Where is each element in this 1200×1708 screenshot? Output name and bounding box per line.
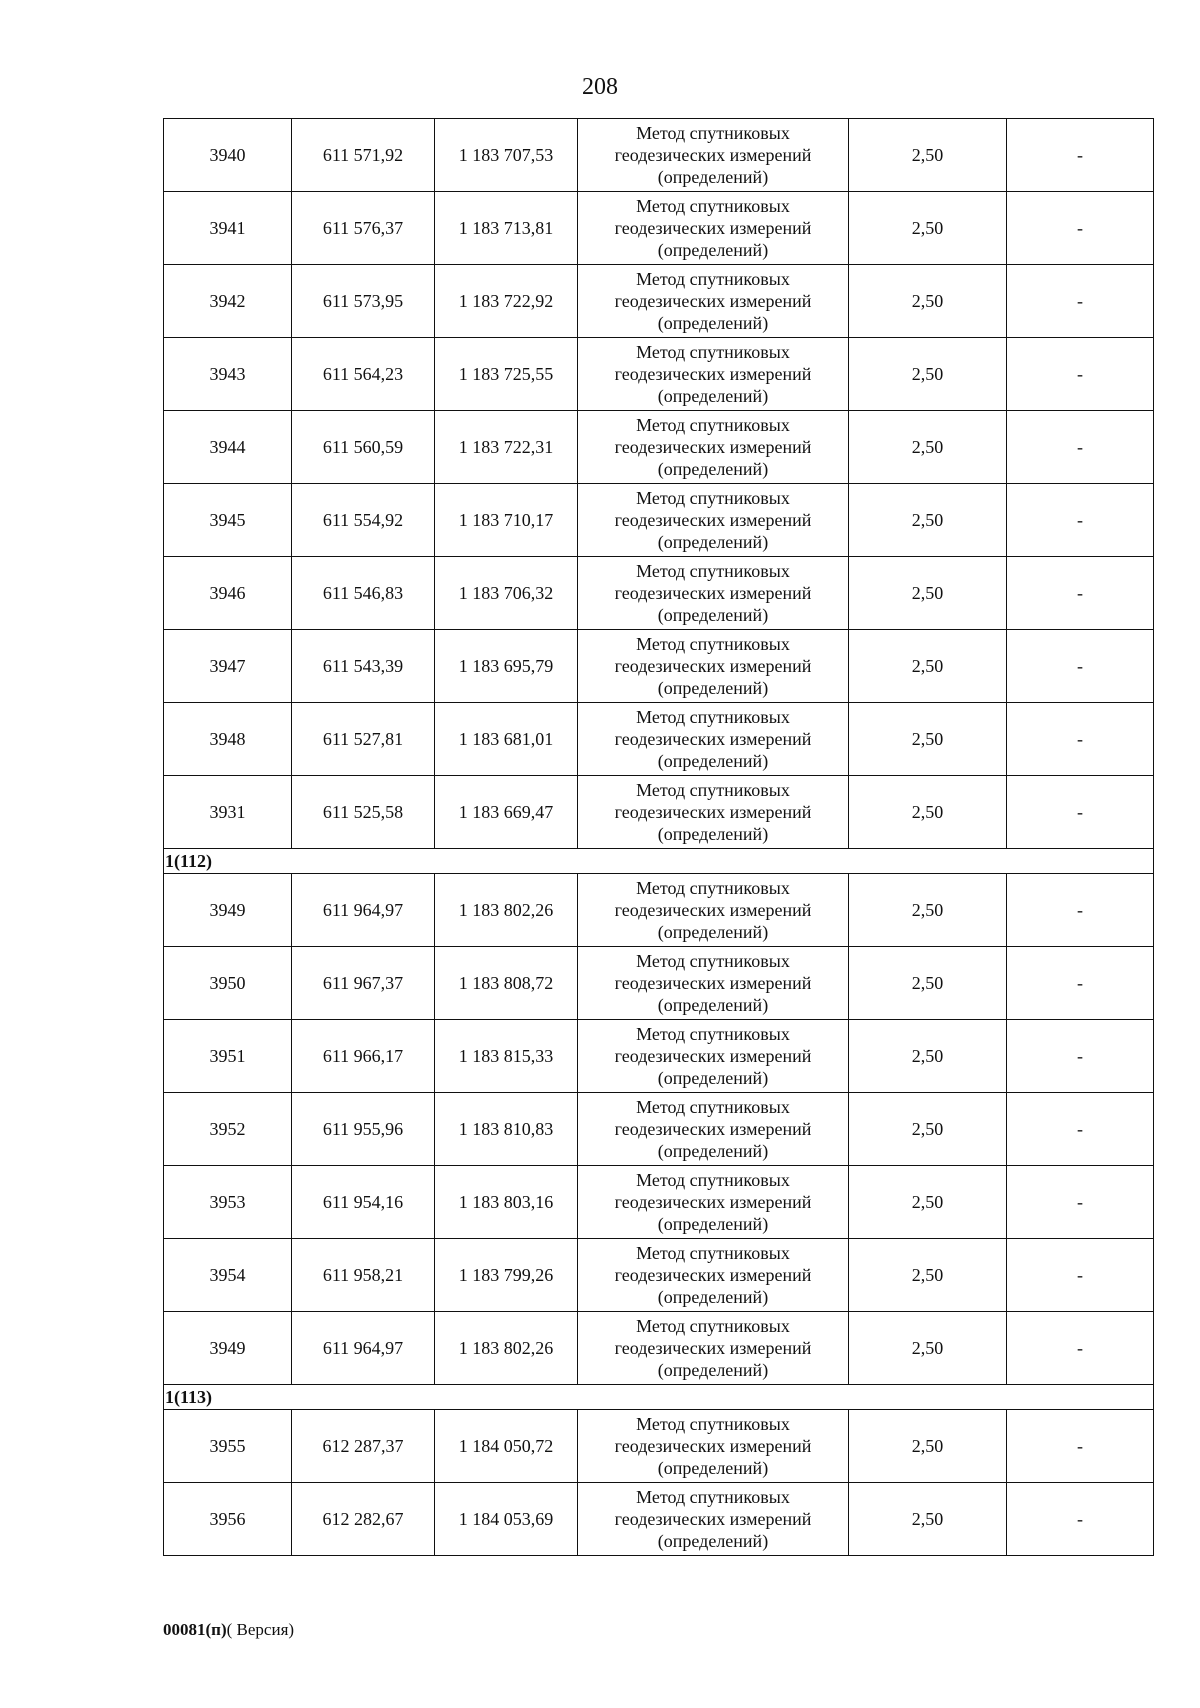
point-id-cell: 3954 — [164, 1239, 292, 1312]
y-coordinate-cell: 1 183 725,55 — [435, 338, 578, 411]
coordinates-table-body — [164, 119, 1154, 1556]
section-label: 1(112) — [164, 849, 1154, 874]
point-id-cell: 3946 — [164, 557, 292, 630]
method-cell: Метод спутниковых геодезических измерений (определений) — [578, 1410, 849, 1483]
point-row — [164, 1020, 1154, 1093]
point-row — [164, 192, 1154, 265]
point-row — [164, 630, 1154, 703]
method-cell: Метод спутниковых геодезических измерений (определений) — [578, 557, 849, 630]
method-cell: Метод спутниковых геодезических измерений (определений) — [578, 265, 849, 338]
point-row — [164, 1166, 1154, 1239]
precision-cell: 2,50 — [849, 1239, 1007, 1312]
point-row — [164, 874, 1154, 947]
point-row — [164, 119, 1154, 192]
point-row — [164, 1483, 1154, 1556]
point-id-cell: 3942 — [164, 265, 292, 338]
x-coordinate-cell: 611 955,96 — [292, 1093, 435, 1166]
note-cell: - — [1007, 1239, 1154, 1312]
note-cell: - — [1007, 411, 1154, 484]
point-row — [164, 1239, 1154, 1312]
method-cell: Метод спутниковых геодезических измерений (определений) — [578, 338, 849, 411]
precision-cell: 2,50 — [849, 1166, 1007, 1239]
point-id-cell: 3931 — [164, 776, 292, 849]
y-coordinate-cell: 1 183 707,53 — [435, 119, 578, 192]
x-coordinate-cell: 611 560,59 — [292, 411, 435, 484]
x-coordinate-cell: 612 287,37 — [292, 1410, 435, 1483]
x-coordinate-cell: 611 571,92 — [292, 119, 435, 192]
section-header-row — [164, 849, 1154, 874]
footer-version: ( Версия) — [226, 1620, 295, 1639]
point-id-cell: 3950 — [164, 947, 292, 1020]
precision-cell: 2,50 — [849, 1093, 1007, 1166]
method-cell: Метод спутниковых геодезических измерений (определений) — [578, 1312, 849, 1385]
point-row — [164, 557, 1154, 630]
x-coordinate-cell: 611 527,81 — [292, 703, 435, 776]
point-row — [164, 265, 1154, 338]
point-id-cell: 3955 — [164, 1410, 292, 1483]
point-id-cell: 3956 — [164, 1483, 292, 1556]
y-coordinate-cell: 1 183 799,26 — [435, 1239, 578, 1312]
y-coordinate-cell: 1 184 050,72 — [435, 1410, 578, 1483]
x-coordinate-cell: 611 967,37 — [292, 947, 435, 1020]
precision-cell: 2,50 — [849, 1410, 1007, 1483]
x-coordinate-cell: 611 576,37 — [292, 192, 435, 265]
coordinates-table — [163, 118, 1154, 1556]
precision-cell: 2,50 — [849, 192, 1007, 265]
note-cell: - — [1007, 703, 1154, 776]
point-row — [164, 338, 1154, 411]
note-cell: - — [1007, 1020, 1154, 1093]
method-cell: Метод спутниковых геодезических измерений (определений) — [578, 703, 849, 776]
method-cell: Метод спутниковых геодезических измерений (определений) — [578, 1166, 849, 1239]
precision-cell: 2,50 — [849, 557, 1007, 630]
y-coordinate-cell: 1 183 722,92 — [435, 265, 578, 338]
section-label: 1(113) — [164, 1385, 1154, 1410]
point-id-cell: 3949 — [164, 1312, 292, 1385]
point-id-cell: 3941 — [164, 192, 292, 265]
precision-cell: 2,50 — [849, 338, 1007, 411]
note-cell: - — [1007, 265, 1154, 338]
method-cell: Метод спутниковых геодезических измерений (определений) — [578, 1483, 849, 1556]
y-coordinate-cell: 1 183 722,31 — [435, 411, 578, 484]
x-coordinate-cell: 611 954,16 — [292, 1166, 435, 1239]
y-coordinate-cell: 1 184 053,69 — [435, 1483, 578, 1556]
point-id-cell: 3951 — [164, 1020, 292, 1093]
method-cell: Метод спутниковых геодезических измерений (определений) — [578, 119, 849, 192]
precision-cell: 2,50 — [849, 874, 1007, 947]
note-cell: - — [1007, 1093, 1154, 1166]
note-cell: - — [1007, 484, 1154, 557]
point-id-cell: 3944 — [164, 411, 292, 484]
x-coordinate-cell: 611 554,92 — [292, 484, 435, 557]
y-coordinate-cell: 1 183 802,26 — [435, 1312, 578, 1385]
note-cell: - — [1007, 119, 1154, 192]
method-cell: Метод спутниковых геодезических измерений (определений) — [578, 1239, 849, 1312]
precision-cell: 2,50 — [849, 947, 1007, 1020]
point-row — [164, 1410, 1154, 1483]
y-coordinate-cell: 1 183 713,81 — [435, 192, 578, 265]
x-coordinate-cell: 611 964,97 — [292, 874, 435, 947]
x-coordinate-cell: 611 966,17 — [292, 1020, 435, 1093]
method-cell: Метод спутниковых геодезических измерений (определений) — [578, 1093, 849, 1166]
point-id-cell: 3943 — [164, 338, 292, 411]
note-cell: - — [1007, 557, 1154, 630]
method-cell: Метод спутниковых геодезических измерений (определений) — [578, 947, 849, 1020]
y-coordinate-cell: 1 183 802,26 — [435, 874, 578, 947]
x-coordinate-cell: 611 573,95 — [292, 265, 435, 338]
precision-cell: 2,50 — [849, 1020, 1007, 1093]
method-cell: Метод спутниковых геодезических измерений (определений) — [578, 484, 849, 557]
page-number: 208 — [582, 74, 618, 100]
point-id-cell: 3940 — [164, 119, 292, 192]
precision-cell: 2,50 — [849, 776, 1007, 849]
note-cell: - — [1007, 1312, 1154, 1385]
precision-cell: 2,50 — [849, 265, 1007, 338]
point-row — [164, 1093, 1154, 1166]
point-id-cell: 3949 — [164, 874, 292, 947]
note-cell: - — [1007, 192, 1154, 265]
y-coordinate-cell: 1 183 681,01 — [435, 703, 578, 776]
y-coordinate-cell: 1 183 706,32 — [435, 557, 578, 630]
y-coordinate-cell: 1 183 815,33 — [435, 1020, 578, 1093]
point-row — [164, 947, 1154, 1020]
y-coordinate-cell: 1 183 710,17 — [435, 484, 578, 557]
note-cell: - — [1007, 1483, 1154, 1556]
note-cell: - — [1007, 776, 1154, 849]
note-cell: - — [1007, 630, 1154, 703]
point-id-cell: 3953 — [164, 1166, 292, 1239]
y-coordinate-cell: 1 183 810,83 — [435, 1093, 578, 1166]
note-cell: - — [1007, 947, 1154, 1020]
point-row — [164, 1312, 1154, 1385]
method-cell: Метод спутниковых геодезических измерений (определений) — [578, 411, 849, 484]
note-cell: - — [1007, 338, 1154, 411]
y-coordinate-cell: 1 183 695,79 — [435, 630, 578, 703]
note-cell: - — [1007, 1410, 1154, 1483]
point-row — [164, 411, 1154, 484]
point-row — [164, 776, 1154, 849]
y-coordinate-cell: 1 183 808,72 — [435, 947, 578, 1020]
x-coordinate-cell: 611 543,39 — [292, 630, 435, 703]
note-cell: - — [1007, 874, 1154, 947]
x-coordinate-cell: 611 564,23 — [292, 338, 435, 411]
precision-cell: 2,50 — [849, 703, 1007, 776]
section-header-row — [164, 1385, 1154, 1410]
precision-cell: 2,50 — [849, 630, 1007, 703]
y-coordinate-cell: 1 183 803,16 — [435, 1166, 578, 1239]
precision-cell: 2,50 — [849, 1483, 1007, 1556]
point-id-cell: 3952 — [164, 1093, 292, 1166]
footer — [163, 1620, 294, 1640]
method-cell: Метод спутниковых геодезических измерений (определений) — [578, 630, 849, 703]
x-coordinate-cell: 611 958,21 — [292, 1239, 435, 1312]
point-id-cell: 3947 — [164, 630, 292, 703]
x-coordinate-cell: 612 282,67 — [292, 1483, 435, 1556]
y-coordinate-cell: 1 183 669,47 — [435, 776, 578, 849]
precision-cell: 2,50 — [849, 1312, 1007, 1385]
point-row — [164, 484, 1154, 557]
x-coordinate-cell: 611 525,58 — [292, 776, 435, 849]
method-cell: Метод спутниковых геодезических измерений (определений) — [578, 776, 849, 849]
point-row — [164, 703, 1154, 776]
x-coordinate-cell: 611 964,97 — [292, 1312, 435, 1385]
footer-code: 00081(п) — [163, 1620, 227, 1639]
precision-cell: 2,50 — [849, 484, 1007, 557]
method-cell: Метод спутниковых геодезических измерений (определений) — [578, 1020, 849, 1093]
method-cell: Метод спутниковых геодезических измерений (определений) — [578, 192, 849, 265]
precision-cell: 2,50 — [849, 411, 1007, 484]
point-id-cell: 3948 — [164, 703, 292, 776]
point-id-cell: 3945 — [164, 484, 292, 557]
note-cell: - — [1007, 1166, 1154, 1239]
method-cell: Метод спутниковых геодезических измерений (определений) — [578, 874, 849, 947]
x-coordinate-cell: 611 546,83 — [292, 557, 435, 630]
precision-cell: 2,50 — [849, 119, 1007, 192]
